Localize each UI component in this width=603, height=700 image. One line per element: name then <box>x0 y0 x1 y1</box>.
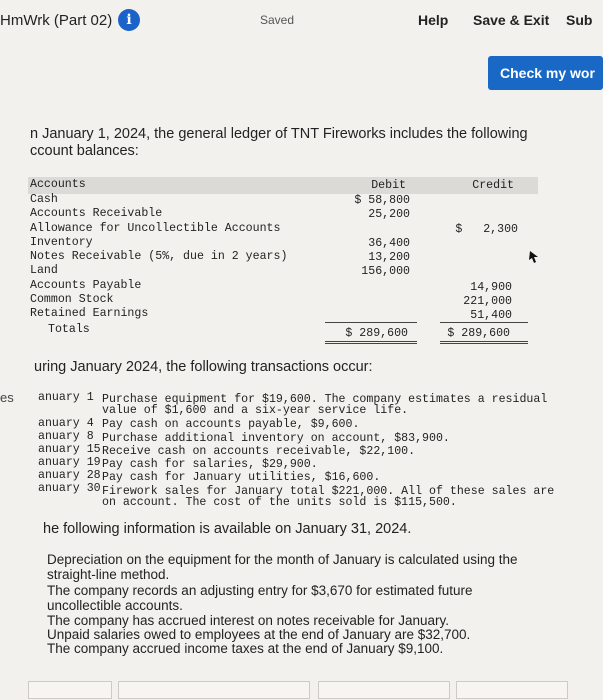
transaction-text: Firework sales for January total $221,000. All of these sales are <box>102 485 555 498</box>
transaction-text: Pay cash for January utilities, $16,600. <box>102 471 381 484</box>
debit-total-rule <box>325 341 417 342</box>
check-my-work-button[interactable]: Check my wor <box>488 56 603 90</box>
intro-text <box>30 126 570 160</box>
totals-label: Totals <box>48 323 90 336</box>
table-stub <box>28 681 112 699</box>
info-taxes: The company accrued income taxes at the end of January $9,100. <box>47 641 444 656</box>
transaction-date: anuary 19 <box>38 456 101 469</box>
saved-status: Saved <box>260 13 295 27</box>
cursor-arrow-icon <box>528 250 540 264</box>
table-stub <box>318 681 450 699</box>
ledger-credit: 221,000 <box>463 295 512 308</box>
table-stub <box>456 681 568 699</box>
col-header-credit: Credit <box>472 179 514 192</box>
transaction-date: anuary 8 <box>38 430 94 443</box>
ledger-account: Allowance for Uncollectible Accounts <box>30 222 281 235</box>
info-depreciation <box>47 552 557 582</box>
total-credit: $ 289,600 <box>447 327 510 340</box>
transaction-date: anuary 4 <box>38 417 94 430</box>
transaction-text: on account. The cost of the units sold is $115,500. <box>102 496 457 509</box>
ledger-debit: 13,200 <box>368 251 410 264</box>
total-debit: $ 289,600 <box>345 327 408 340</box>
ledger-account: Common Stock <box>30 293 114 306</box>
intro-line-1: n January 1, 2024, the general ledger of TNT Fireworks includes the following <box>30 126 528 142</box>
assignment-title: HmWrk (Part 02) <box>0 12 113 29</box>
transaction-text: Pay cash for salaries, $29,900. <box>102 458 318 471</box>
transaction-date: anuary 1 <box>38 391 94 404</box>
transactions-heading: uring January 2024, the following transactions occur: <box>34 359 373 375</box>
transaction-text: value of $1,600 and a six-year service life. <box>102 404 409 417</box>
submit-button[interactable]: Sub <box>566 12 593 28</box>
col-header-accounts: Accounts <box>30 178 86 191</box>
info-uncollectible <box>47 583 557 613</box>
transaction-text: Pay cash on accounts payable, $9,600. <box>102 418 360 431</box>
ledger-account: Cash <box>30 193 58 206</box>
ledger-account: Inventory <box>30 236 93 249</box>
transaction-text: Purchase equipment for $19,600. The company estimates a residual <box>102 393 548 406</box>
ledger-debit: 25,200 <box>368 208 410 221</box>
side-label: es <box>0 390 14 405</box>
table-stub <box>118 681 310 699</box>
info-line: straight-line method. <box>47 567 170 582</box>
transaction-date: anuary 28 <box>38 469 101 482</box>
transaction-text: Receive cash on accounts receivable, $22,100. <box>102 445 416 458</box>
info-line: Depreciation on the equipment for the month of January is calculated using the <box>47 552 518 567</box>
ledger-debit: $ 58,800 <box>354 194 410 207</box>
debit-subtotal-rule <box>325 322 417 323</box>
col-header-debit: Debit <box>371 179 406 192</box>
ledger-debit: 156,000 <box>361 265 410 278</box>
transaction-date: anuary 15 <box>38 443 101 456</box>
ledger-account: Notes Receivable (5%, due in 2 years) <box>30 250 288 263</box>
ledger-account: Accounts Receivable <box>30 207 163 220</box>
ledger-credit: $ 2,300 <box>455 223 518 236</box>
debit-total-rule-double <box>325 343 417 344</box>
help-button[interactable]: Help <box>418 12 449 28</box>
credit-total-rule <box>440 341 528 342</box>
ledger-credit: 51,400 <box>470 309 512 322</box>
info-heading: he following information is available on January 31, 2024. <box>43 521 412 537</box>
info-salaries: Unpaid salaries owed to employees at the end of January are $32,700. <box>47 627 471 642</box>
info-interest: The company has accrued interest on notes receivable for January. <box>47 613 449 628</box>
ledger-account: Land <box>30 264 58 277</box>
credit-subtotal-rule <box>440 322 528 323</box>
intro-line-2: ccount balances: <box>30 143 139 159</box>
ledger-account: Accounts Payable <box>30 279 142 292</box>
info-line: The company records an adjusting entry for $3,670 for estimated future <box>47 583 473 598</box>
ledger-debit: 36,400 <box>368 237 410 250</box>
info-line: uncollectible accounts. <box>47 598 183 613</box>
ledger-account: Retained Earnings <box>30 307 149 320</box>
transaction-text: Purchase additional inventory on account, $83,900. <box>102 432 450 445</box>
top-bar <box>0 0 593 40</box>
info-icon[interactable]: i <box>118 9 140 31</box>
save-exit-button[interactable]: Save & Exit <box>473 12 550 28</box>
credit-total-rule-double <box>440 343 528 344</box>
transaction-date: anuary 30 <box>38 482 101 495</box>
ledger-credit: 14,900 <box>470 281 512 294</box>
